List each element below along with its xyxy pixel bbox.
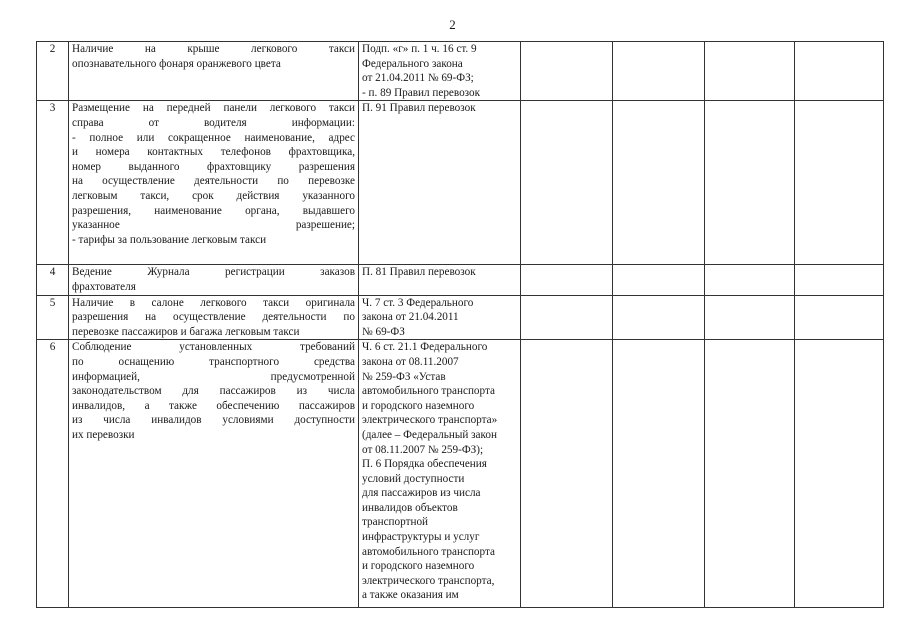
requirement-line: легковым такси, срок действия указанного bbox=[72, 189, 355, 202]
table-row bbox=[37, 42, 884, 101]
requirement-line: указанное разрешение; bbox=[72, 219, 355, 232]
reference-line: от 08.11.2007 № 259-ФЗ); bbox=[362, 443, 484, 456]
empty-cell bbox=[795, 265, 884, 295]
requirement-line: по оснащению транспортного средства bbox=[72, 355, 355, 368]
empty-cell bbox=[795, 42, 884, 101]
empty-cell bbox=[521, 42, 613, 101]
empty-cell bbox=[795, 295, 884, 340]
reference-cell bbox=[359, 101, 521, 265]
reference-line: № 69-ФЗ bbox=[362, 325, 405, 338]
reference-line: автомобильного транспорта bbox=[362, 385, 495, 398]
reference-cell bbox=[359, 265, 521, 295]
empty-cell bbox=[521, 340, 613, 608]
row-number: 6 bbox=[37, 340, 69, 608]
empty-cell bbox=[705, 101, 795, 265]
empty-cell bbox=[613, 340, 705, 608]
reference-cell bbox=[359, 295, 521, 340]
empty-cell bbox=[521, 101, 613, 265]
requirement-line: Размещение на передней панели легкового такси bbox=[72, 102, 355, 115]
reference-cell bbox=[359, 340, 521, 608]
requirement-line: законодательством для пассажиров из числа bbox=[72, 385, 355, 398]
requirement-line: Наличие в салоне легкового такси оригинала bbox=[72, 296, 355, 309]
reference-line: закона от 21.04.2011 bbox=[362, 311, 459, 324]
requirement-line: - полное или сокращенное наименование, адрес bbox=[72, 131, 355, 144]
requirement-line: из числа инвалидов условиями доступности bbox=[72, 414, 355, 427]
empty-cell bbox=[705, 42, 795, 101]
reference-line: инфраструктуры и услуг bbox=[362, 531, 480, 544]
reference-line: Подп. «г» п. 1 ч. 16 ст. 9 bbox=[362, 43, 477, 55]
requirement-cell bbox=[69, 101, 359, 265]
requirement-cell bbox=[69, 340, 359, 608]
reference-line: от 21.04.2011 № 69-ФЗ; bbox=[362, 72, 474, 85]
empty-cell bbox=[795, 101, 884, 265]
reference-line: электрического транспорта» bbox=[362, 414, 498, 427]
requirement-line: их перевозки bbox=[72, 428, 135, 441]
requirement-line: разрешения, наименование органа, выдавшего bbox=[72, 204, 355, 217]
requirement-line: и номера контактных телефонов фрахтовщика, bbox=[72, 146, 355, 159]
reference-line: П. 6 Порядка обеспечения bbox=[362, 458, 487, 471]
reference-line: Федерального закона bbox=[362, 57, 463, 70]
empty-cell bbox=[521, 295, 613, 340]
table-row bbox=[37, 265, 884, 295]
reference-line: закона от 08.11.2007 bbox=[362, 355, 459, 368]
requirement-cell bbox=[69, 42, 359, 101]
requirement-line: инвалидов, а также обеспечению пассажиров bbox=[72, 399, 355, 412]
row-number: 4 bbox=[37, 265, 69, 295]
empty-cell bbox=[613, 101, 705, 265]
empty-cell bbox=[613, 295, 705, 340]
requirement-line: номер выданного фрахтовщику разрешения bbox=[72, 160, 355, 173]
reference-line: автомобильного транспорта bbox=[362, 545, 495, 558]
reference-line: для пассажиров из числа bbox=[362, 487, 481, 500]
reference-line: и городского наземного bbox=[362, 399, 475, 412]
requirement-line: на осуществление деятельности по перевозке bbox=[72, 175, 355, 188]
empty-cell bbox=[705, 295, 795, 340]
reference-line: Ч. 7 ст. 3 Федерального bbox=[362, 296, 474, 309]
row-number: 5 bbox=[37, 295, 69, 340]
table-row bbox=[37, 340, 884, 608]
reference-line: № 259-ФЗ «Устав bbox=[362, 370, 446, 383]
empty-cell bbox=[705, 340, 795, 608]
empty-cell bbox=[521, 265, 613, 295]
requirement-line: разрешения на осуществление деятельности по bbox=[72, 311, 355, 324]
requirement-cell bbox=[69, 265, 359, 295]
row-number: 3 bbox=[37, 101, 69, 265]
requirement-line: перевозке пассажиров и багажа легковым такси bbox=[72, 325, 300, 338]
requirement-line: Наличие на крыше легкового такси bbox=[72, 43, 355, 55]
empty-cell bbox=[705, 265, 795, 295]
reference-line: П. 91 Правил перевозок bbox=[362, 102, 476, 115]
reference-cell bbox=[359, 42, 521, 101]
row-number: 2 bbox=[37, 42, 69, 101]
empty-cell bbox=[613, 42, 705, 101]
requirement-cell bbox=[69, 295, 359, 340]
requirement-line: - тарифы за пользование легковым такси bbox=[72, 233, 267, 246]
table-row bbox=[37, 101, 884, 265]
reference-line: транспортной bbox=[362, 516, 429, 529]
reference-line: Ч. 6 ст. 21.1 Федерального bbox=[362, 341, 488, 354]
reference-line: инвалидов объектов bbox=[362, 501, 458, 514]
requirement-line: Соблюдение установленных требований bbox=[72, 341, 355, 354]
requirement-line: фрахтователя bbox=[72, 280, 136, 293]
empty-cell bbox=[613, 265, 705, 295]
reference-line: а также оказания им bbox=[362, 589, 459, 602]
reference-line: - п. 89 Правил перевозок bbox=[362, 86, 481, 99]
table-row bbox=[37, 295, 884, 340]
requirements-table bbox=[36, 41, 884, 608]
reference-line: П. 81 Правил перевозок bbox=[362, 266, 476, 279]
empty-cell bbox=[795, 340, 884, 608]
reference-line: условий доступности bbox=[362, 472, 465, 485]
reference-line: и городского наземного bbox=[362, 560, 475, 573]
requirement-line: Ведение Журнала регистрации заказов bbox=[72, 266, 355, 279]
page-number: 2 bbox=[449, 17, 456, 32]
reference-line: (далее – Федеральный закон bbox=[362, 428, 497, 441]
requirement-line: информацией, предусмотренной bbox=[72, 370, 355, 383]
requirement-line: опознавательного фонаря оранжевого цвета bbox=[72, 57, 281, 70]
requirement-line: справа от водителя информации: bbox=[72, 116, 355, 129]
reference-line: электрического транспорта, bbox=[362, 574, 495, 587]
